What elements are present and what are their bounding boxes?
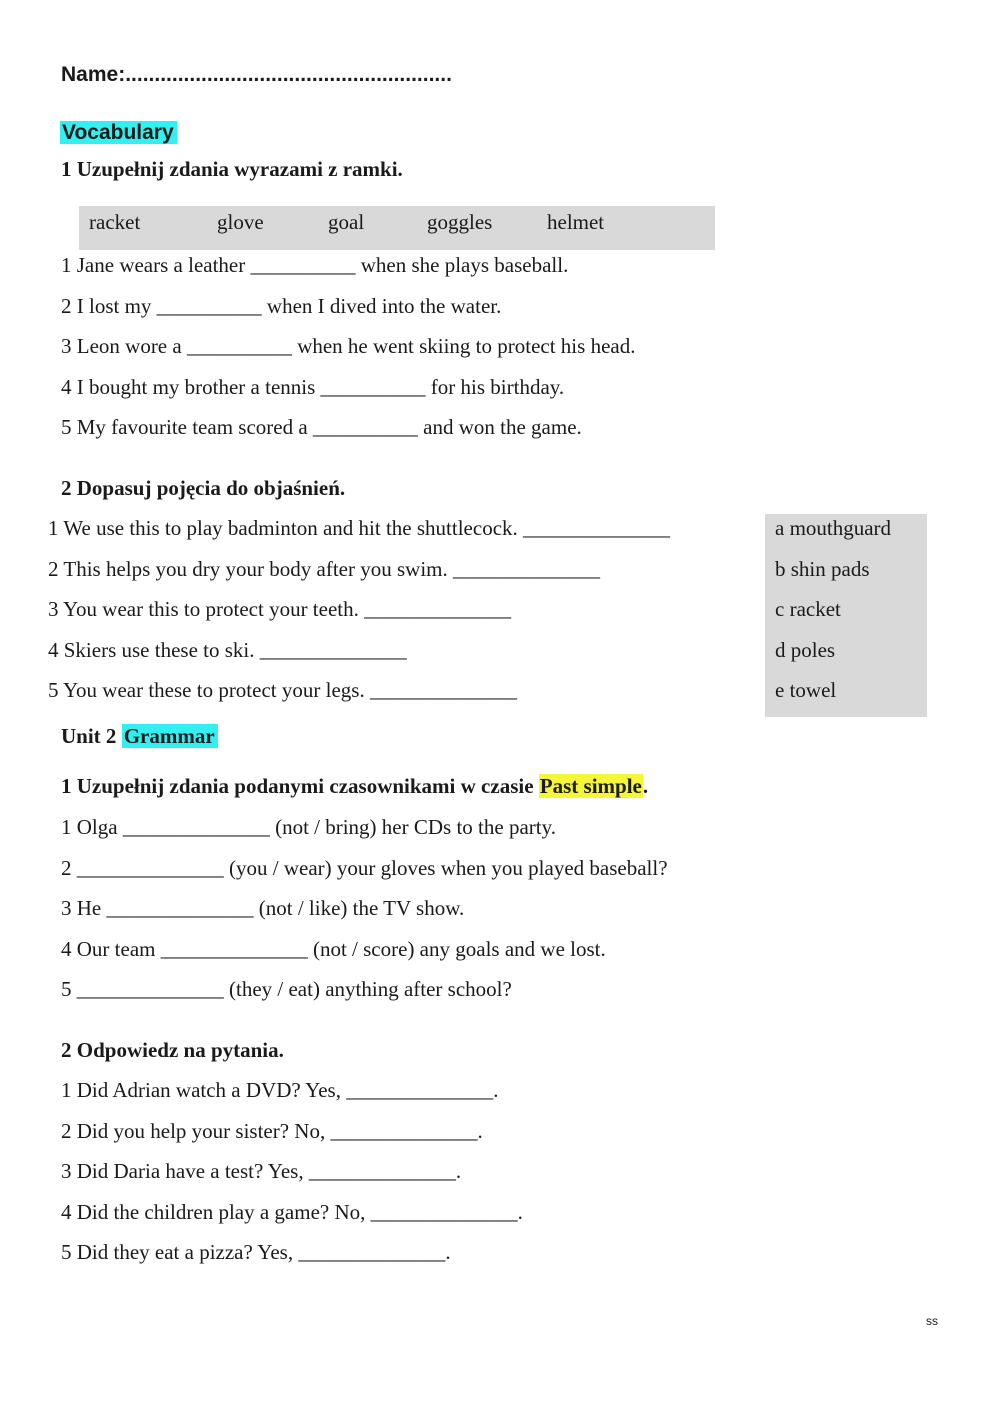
vocab-ex2-option: b shin pads	[775, 557, 870, 581]
grammar-ex1-sentence: 3 He ______________ (not / like) the TV show.	[61, 896, 465, 920]
grammar-ex2-instruction: 2 Odpowiedz na pytania.	[61, 1038, 284, 1062]
word-box	[79, 206, 715, 250]
grammar-ex2-question: 4 Did the children play a game? No, ______________.	[61, 1200, 523, 1224]
grammar-heading-text: Grammar	[122, 724, 218, 748]
grammar-ex2-question: 5 Did they eat a pizza? Yes, ______________.	[61, 1240, 451, 1264]
word-box-item: goggles	[427, 210, 493, 234]
grammar-ex1-instruction-end: .	[642, 774, 649, 798]
vocab-ex2-option: d poles	[775, 638, 836, 662]
vocab-ex2-definition: 3 You wear this to protect your teeth. ______________	[48, 597, 512, 621]
name-field-label: Name:........................................................	[61, 63, 452, 86]
vocab-ex1-instruction: 1 Uzupełnij zdania wyrazami z ramki.	[61, 157, 403, 181]
grammar-ex1-sentence: 4 Our team ______________ (not / score) any goals and we lost.	[61, 937, 606, 961]
grammar-ex2-question: 3 Did Daria have a test? Yes, ______________.	[61, 1159, 462, 1183]
past-simple-highlight: Past simple	[539, 774, 642, 798]
vocabulary-heading-text: Vocabulary	[60, 121, 177, 144]
vocab-ex2-instruction: 2 Dopasuj pojęcia do objaśnień.	[61, 476, 346, 500]
vocab-ex1-sentence: 2 I lost my __________ when I dived into the water.	[61, 294, 502, 318]
word-box-item: glove	[217, 210, 264, 234]
unit-label: Unit 2	[61, 724, 122, 748]
vocab-ex2-definition: 4 Skiers use these to ski. ______________	[48, 638, 407, 662]
vocab-ex2-option: e towel	[775, 678, 837, 702]
grammar-ex2-question: 2 Did you help your sister? No, ______________.	[61, 1119, 483, 1143]
grammar-ex1-sentence: 1 Olga ______________ (not / bring) her CDs to the party.	[61, 815, 556, 839]
vocab-ex2-definition: 1 We use this to play badminton and hit the shuttlecock. ______________	[48, 516, 671, 540]
grammar-ex1-instruction-text: 1 Uzupełnij zdania podanymi czasownikami w czasie	[61, 774, 539, 798]
vocab-ex1-sentence: 3 Leon wore a __________ when he went skiing to protect his head.	[61, 334, 636, 358]
grammar-ex1-sentence: 2 ______________ (you / wear) your gloves when you played baseball?	[61, 856, 668, 880]
grammar-heading	[61, 724, 218, 749]
grammar-ex1-instruction	[61, 774, 648, 799]
vocab-ex1-sentence: 4 I bought my brother a tennis __________ for his birthday.	[61, 375, 565, 399]
vocab-ex2-definition: 5 You wear these to protect your legs. ______________	[48, 678, 517, 702]
word-box-item: racket	[89, 210, 141, 234]
vocab-ex2-option: a mouthguard	[775, 516, 892, 540]
word-box-item: goal	[328, 210, 365, 234]
footer-initials: ss	[926, 1314, 938, 1328]
vocabulary-heading	[60, 121, 177, 145]
vocab-ex1-sentence: 1 Jane wears a leather __________ when she plays baseball.	[61, 253, 569, 277]
vocab-ex2-option: c racket	[775, 597, 841, 621]
vocab-ex2-definition: 2 This helps you dry your body after you swim. ______________	[48, 557, 600, 581]
grammar-ex1-sentence: 5 ______________ (they / eat) anything after school?	[61, 977, 512, 1001]
grammar-ex2-question: 1 Did Adrian watch a DVD? Yes, ______________.	[61, 1078, 499, 1102]
vocab-ex1-sentence: 5 My favourite team scored a __________ and won the game.	[61, 415, 582, 439]
word-box-item: helmet	[547, 210, 605, 234]
